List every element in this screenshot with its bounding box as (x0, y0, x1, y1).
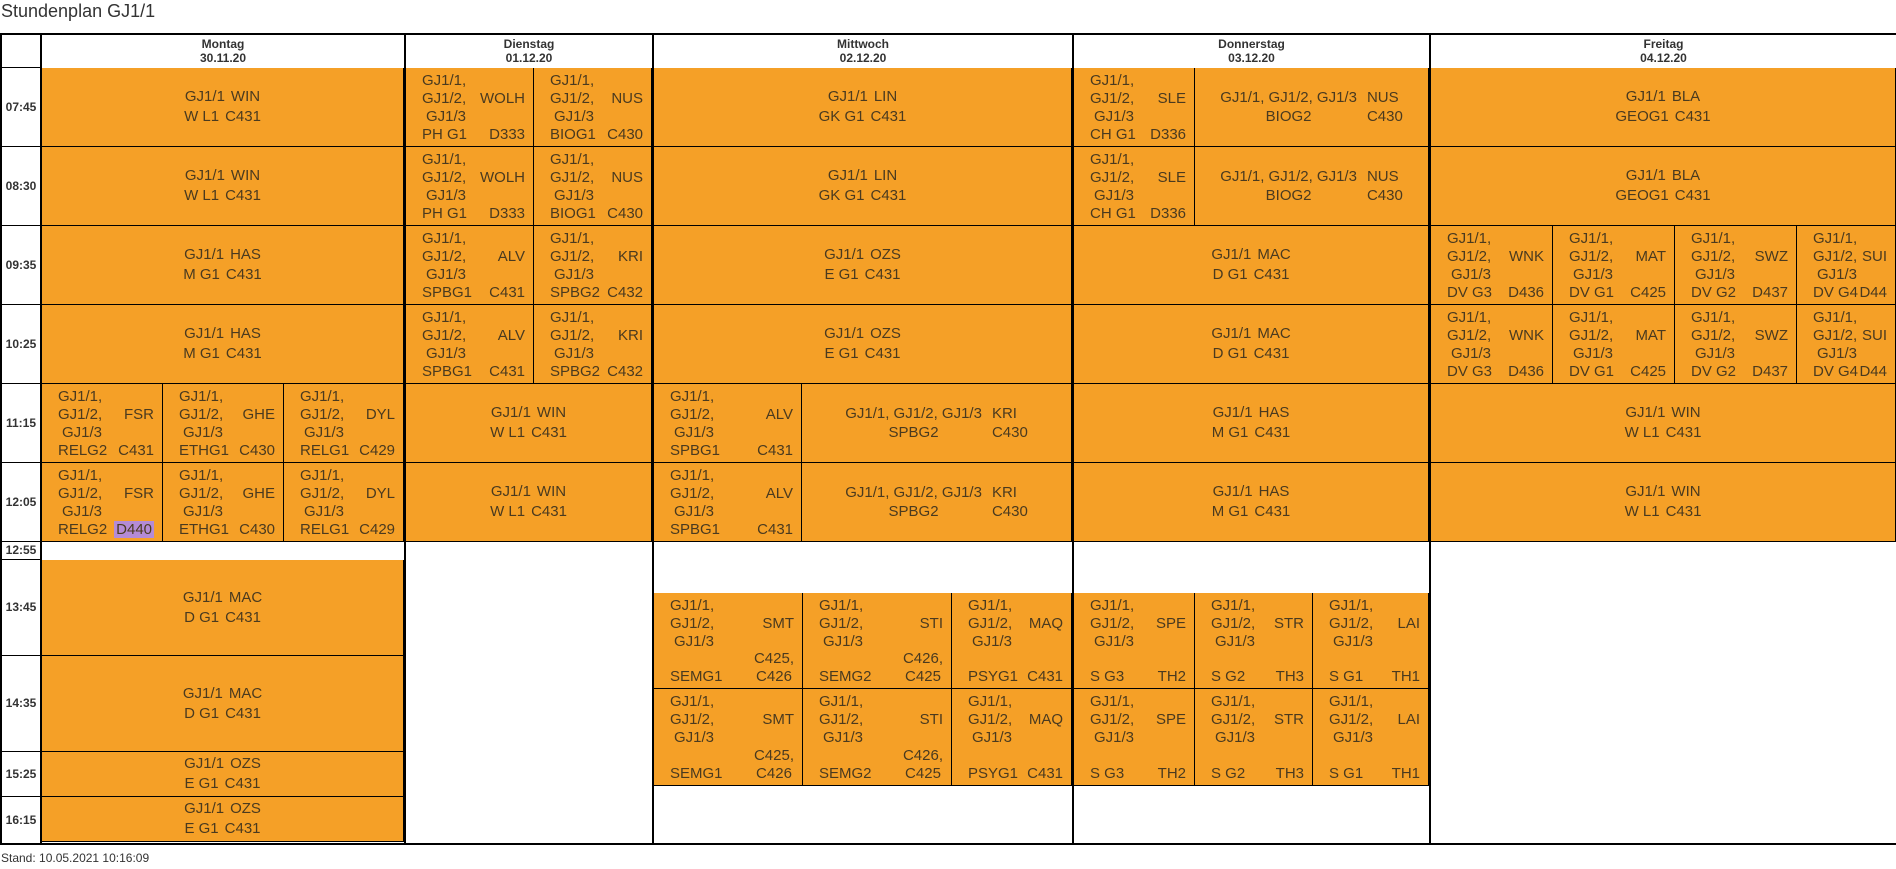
lesson-cell-kri[interactable]: GJ1/1, GJ1/2, GJ1/3 KRI SPBG2 C432 (534, 305, 652, 384)
day-header-tuesday: Dienstag 01.12.20 (503, 37, 555, 65)
room-highlight: D440 (116, 521, 152, 538)
lesson-cell-maq[interactable]: GJ1/1, GJ1/2, GJ1/3 MAQ PSYG1 C431 (952, 689, 1072, 786)
lesson-cell-fsr[interactable]: GJ1/1, GJ1/2, GJ1/3 FSR RELG2 C431 (42, 384, 163, 463)
lesson-cell-alv[interactable]: GJ1/1, GJ1/2, GJ1/3 ALV SPBG1 C431 (654, 463, 802, 542)
lesson-cell[interactable]: GJ1/1 WIN W L1 C431 (42, 68, 404, 147)
lesson-cell-ghe[interactable]: GJ1/1, GJ1/2, GJ1/3 GHE ETHG1 C430 (163, 384, 284, 463)
lesson-cell-smt[interactable]: GJ1/1, GJ1/2, GJ1/3 SMT SEMG1 C425, C426 (654, 689, 803, 786)
lesson-cell[interactable]: GJ1/1 HAS M G1 C431 (1074, 384, 1429, 463)
day-header-monday: Montag 30.11.20 (199, 37, 247, 65)
lesson-cell[interactable]: GJ1/1 LIN GK G1 C431 (654, 68, 1072, 147)
lesson-cell[interactable]: GJ1/1 MAC D G1 C431 (42, 656, 404, 752)
lesson-cell-fsr[interactable]: GJ1/1, GJ1/2, GJ1/3 FSR RELG2 D440 (42, 463, 163, 542)
lesson-cell-nus[interactable]: GJ1/1, GJ1/2, GJ1/3 NUS BIOG1 C430 (534, 68, 652, 147)
lesson-cell[interactable]: GJ1/1 OZS E G1 C431 (654, 226, 1072, 305)
time-label: 09:35 (5, 258, 37, 272)
lesson-cell[interactable]: GJ1/1 WIN W L1 C431 (406, 463, 652, 542)
lesson-cell-kri2[interactable]: GJ1/1, GJ1/2, GJ1/3 KRI SPBG2 C430 (802, 463, 1072, 542)
lesson-cell[interactable]: GJ1/1 HAS M G1 C431 (42, 305, 404, 384)
lesson-cell[interactable]: GJ1/1 BLA GEOG1 C431 (1431, 147, 1896, 226)
lesson-cell-sui[interactable]: GJ1/1, GJ1/2, GJ1/3 SUI DV G4 D44 (1797, 305, 1896, 384)
lesson-cell-wolh[interactable]: GJ1/1, GJ1/2, GJ1/3 WOLH PH G1 D333 (406, 68, 534, 147)
lesson-cell-dyl[interactable]: GJ1/1, GJ1/2, GJ1/3 DYL RELG1 C429 (284, 384, 404, 463)
lesson-cell-nus2[interactable]: GJ1/1, GJ1/2, GJ1/3 NUS BIOG2 C430 (1195, 147, 1429, 226)
lesson-cell[interactable]: GJ1/1 BLA GEOG1 C431 (1431, 68, 1896, 147)
time-label: 11:15 (5, 416, 37, 430)
lesson-cell-swz[interactable]: GJ1/1, GJ1/2, GJ1/3 SWZ DV G2 D437 (1675, 226, 1797, 305)
lesson-cell-kri2[interactable]: GJ1/1, GJ1/2, GJ1/3 KRI SPBG2 C430 (802, 384, 1072, 463)
lesson-cell-kri[interactable]: GJ1/1, GJ1/2, GJ1/3 KRI SPBG2 C432 (534, 226, 652, 305)
lesson-cell-nus[interactable]: GJ1/1, GJ1/2, GJ1/3 NUS BIOG1 C430 (534, 147, 652, 226)
lesson-cell[interactable]: GJ1/1 OZS E G1 C431 (654, 305, 1072, 384)
lesson-cell[interactable]: GJ1/1 MAC D G1 C431 (1074, 226, 1429, 305)
lesson-cell[interactable]: GJ1/1 WIN W L1 C431 (42, 147, 404, 226)
lesson-cell-ghe[interactable]: GJ1/1, GJ1/2, GJ1/3 GHE ETHG1 C430 (163, 463, 284, 542)
lesson-cell-spe[interactable]: GJ1/1, GJ1/2, GJ1/3 SPE S G3 TH2 (1074, 689, 1195, 786)
lesson-cell-smt[interactable]: GJ1/1, GJ1/2, GJ1/3 SMT SEMG1 C425, C426 (654, 593, 803, 689)
lesson-cell-mat[interactable]: GJ1/1, GJ1/2, GJ1/3 MAT DV G1 C425 (1553, 305, 1675, 384)
lesson-cell-lai[interactable]: GJ1/1, GJ1/2, GJ1/3 LAI S G1 TH1 (1313, 689, 1429, 786)
lesson-cell-lai[interactable]: GJ1/1, GJ1/2, GJ1/3 LAI S G1 TH1 (1313, 593, 1429, 689)
timetable (0, 33, 1896, 845)
lesson-cell-sui[interactable]: GJ1/1, GJ1/2, GJ1/3 SUI DV G4 D44 (1797, 226, 1896, 305)
time-label: 13:45 (5, 600, 37, 614)
time-label: 14:35 (5, 696, 37, 710)
time-label: 10:25 (5, 337, 37, 351)
lesson-cell-dyl[interactable]: GJ1/1, GJ1/2, GJ1/3 DYL RELG1 C429 (284, 463, 404, 542)
lesson-cell-alv[interactable]: GJ1/1, GJ1/2, GJ1/3 ALV SPBG1 C431 (654, 384, 802, 463)
lesson-cell-str[interactable]: GJ1/1, GJ1/2, GJ1/3 STR S G2 TH3 (1195, 689, 1313, 786)
lesson-cell[interactable]: GJ1/1 WIN W L1 C431 (406, 384, 652, 463)
lesson-cell-swz[interactable]: GJ1/1, GJ1/2, GJ1/3 SWZ DV G2 D437 (1675, 305, 1797, 384)
lesson-cell-str[interactable]: GJ1/1, GJ1/2, GJ1/3 STR S G2 TH3 (1195, 593, 1313, 689)
time-label: 12:05 (5, 495, 37, 509)
time-label: 08:30 (5, 179, 37, 193)
time-label: 12:55 (5, 543, 37, 557)
lesson-cell-maq[interactable]: GJ1/1, GJ1/2, GJ1/3 MAQ PSYG1 C431 (952, 593, 1072, 689)
time-label: 15:25 (5, 767, 37, 781)
lesson-cell[interactable]: GJ1/1 HAS M G1 C431 (42, 226, 404, 305)
lesson-cell[interactable]: GJ1/1 OZS E G1 C431 (42, 752, 404, 797)
lesson-cell[interactable]: GJ1/1 MAC D G1 C431 (1074, 305, 1429, 384)
lesson-cell-alv[interactable]: GJ1/1, GJ1/2, GJ1/3 ALV SPBG1 C431 (406, 226, 534, 305)
lesson-cell[interactable]: GJ1/1 MAC D G1 C431 (42, 560, 404, 656)
lesson-cell-sle[interactable]: GJ1/1, GJ1/2, GJ1/3 SLE CH G1 D336 (1074, 147, 1195, 226)
lesson-cell[interactable]: GJ1/1 OZS E G1 C431 (42, 797, 404, 842)
page-title: Stundenplan GJ1/1 (1, 1, 156, 21)
lesson-cell-wolh[interactable]: GJ1/1, GJ1/2, GJ1/3 WOLH PH G1 D333 (406, 147, 534, 226)
time-label: 16:15 (5, 813, 37, 827)
lesson-cell[interactable]: GJ1/1 HAS M G1 C431 (1074, 463, 1429, 542)
lesson-cell-sle[interactable]: GJ1/1, GJ1/2, GJ1/3 SLE CH G1 D336 (1074, 68, 1195, 147)
day-header-friday: Freitag 04.12.20 (1640, 37, 1687, 65)
lesson-cell[interactable]: GJ1/1 WIN W L1 C431 (1431, 384, 1896, 463)
lesson-cell-spe[interactable]: GJ1/1, GJ1/2, GJ1/3 SPE S G3 TH2 (1074, 593, 1195, 689)
status-footer: Stand: 10.05.2021 10:16:09 (1, 851, 150, 865)
lesson-cell-mat[interactable]: GJ1/1, GJ1/2, GJ1/3 MAT DV G1 C425 (1553, 226, 1675, 305)
lesson-cell-wnk[interactable]: GJ1/1, GJ1/2, GJ1/3 WNK DV G3 D436 (1431, 305, 1553, 384)
lesson-cell-alv[interactable]: GJ1/1, GJ1/2, GJ1/3 ALV SPBG1 C431 (406, 305, 534, 384)
lesson-cell-wnk[interactable]: GJ1/1, GJ1/2, GJ1/3 WNK DV G3 D436 (1431, 226, 1553, 305)
lesson-cell-sti[interactable]: GJ1/1, GJ1/2, GJ1/3 STI SEMG2 C426, C425 (803, 593, 952, 689)
lesson-cell-sti[interactable]: GJ1/1, GJ1/2, GJ1/3 STI SEMG2 C426, C425 (803, 689, 952, 786)
lesson-cell[interactable]: GJ1/1 LIN GK G1 C431 (654, 147, 1072, 226)
time-label: 07:45 (5, 100, 37, 114)
day-header-wednesday: Mittwoch 02.12.20 (837, 37, 889, 65)
lesson-cell-nus2[interactable]: GJ1/1, GJ1/2, GJ1/3 NUS BIOG2 C430 (1195, 68, 1429, 147)
lesson-cell[interactable]: GJ1/1 WIN W L1 C431 (1431, 463, 1896, 542)
day-header-thursday: Donnerstag 03.12.20 (1218, 37, 1285, 65)
